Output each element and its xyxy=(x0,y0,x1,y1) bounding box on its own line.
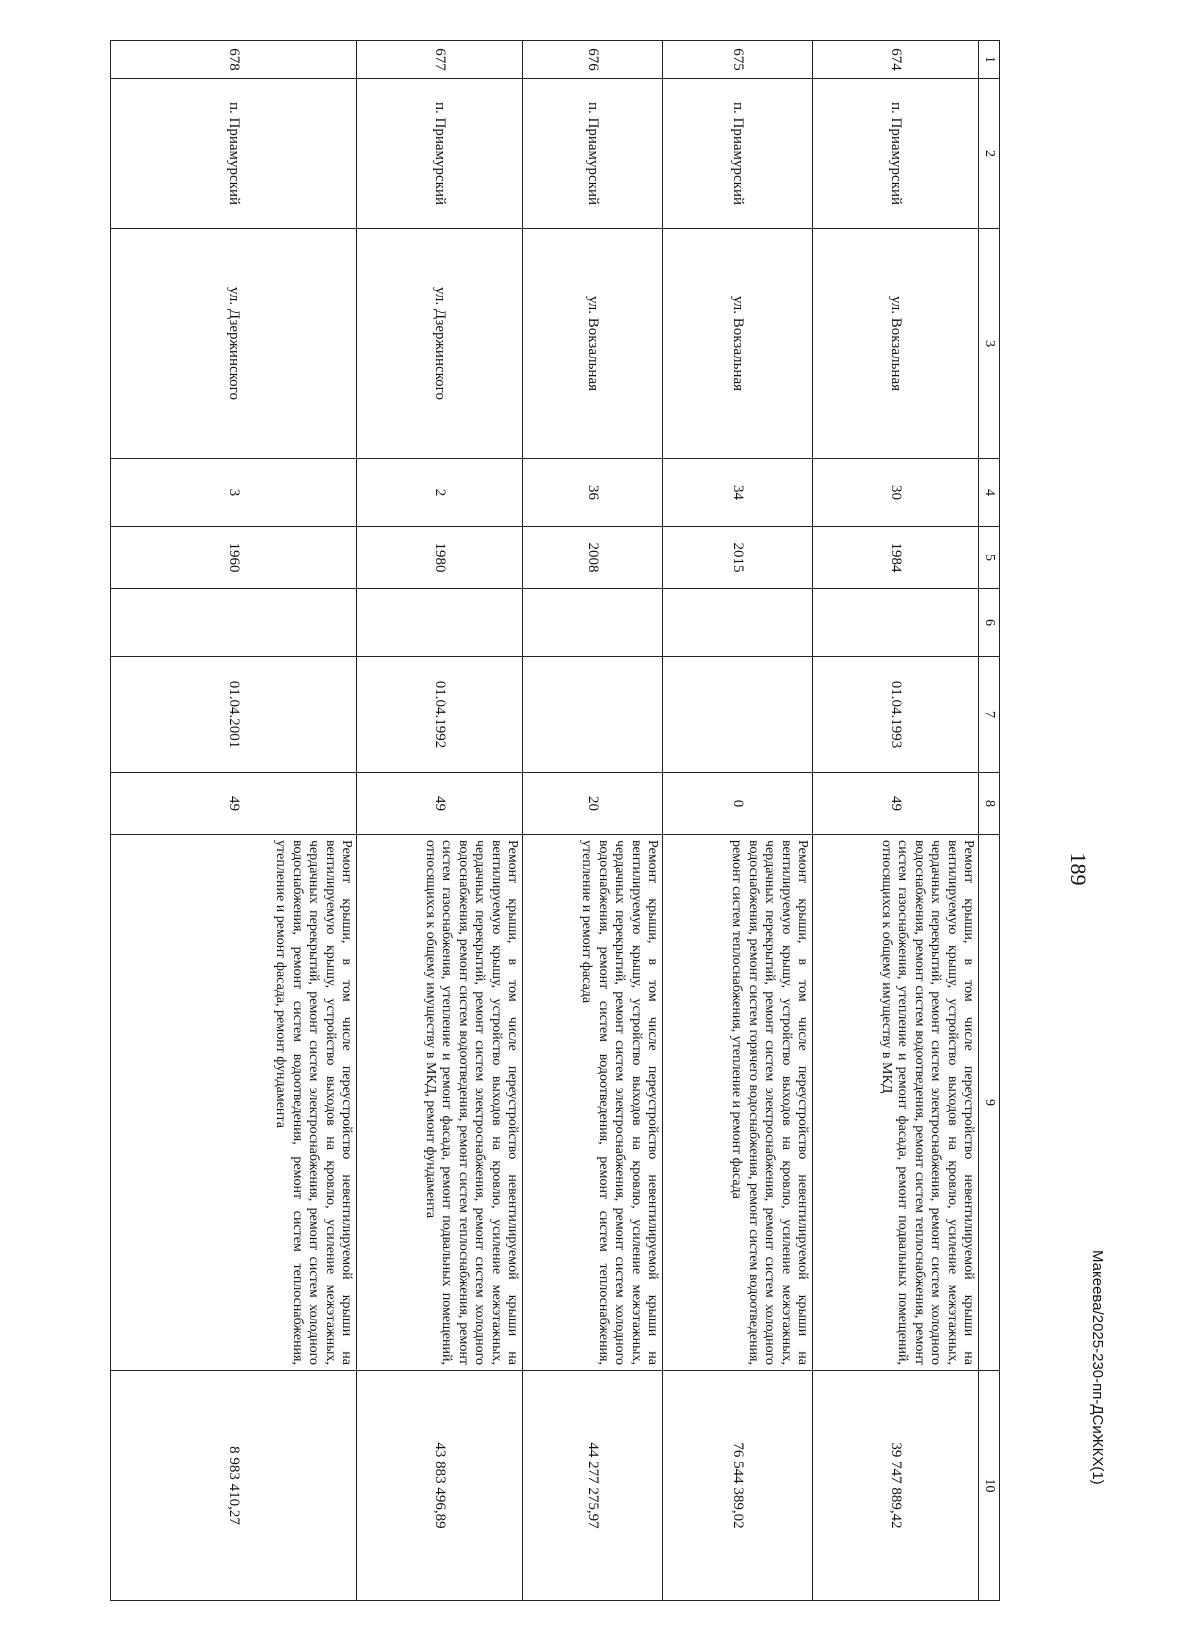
document-sheet xyxy=(110,40,1000,1600)
street-cell: ул. Дзержинского xyxy=(357,229,523,459)
header-cell: 9 xyxy=(979,835,1000,1371)
house-cell: 2 xyxy=(357,459,523,527)
header-cell: 5 xyxy=(979,527,1000,589)
year-cell: 1984 xyxy=(813,527,979,589)
header-cell: 8 xyxy=(979,773,1000,835)
row-number: 678 xyxy=(111,41,357,79)
header-cell: 10 xyxy=(979,1371,1000,1601)
capital-repair-table xyxy=(110,40,1000,1601)
settlement-cell: п. Приамурский xyxy=(523,79,663,229)
house-cell: 36 xyxy=(523,459,663,527)
header-cell: 7 xyxy=(979,657,1000,773)
street-cell: ул. Дзержинского xyxy=(111,229,357,459)
year-cell: 1960 xyxy=(111,527,357,589)
header-cell: 2 xyxy=(979,79,1000,229)
col6-cell xyxy=(357,589,523,657)
street-cell: ул. Вокзальная xyxy=(663,229,813,459)
cost-cell: 8 983 410,27 xyxy=(111,1371,357,1601)
col6-cell xyxy=(523,589,663,657)
header-cell: 3 xyxy=(979,229,1000,459)
table-row xyxy=(111,41,357,1601)
col6-cell xyxy=(813,589,979,657)
document-footer: Макеева/2025-230-пп-ДСиЖКХ(1) xyxy=(1089,1250,1106,1485)
works-cell: Ремонт крыши, в том числе переустройство невентилируемой крыши на вентилируемую крышу, устройство выходов на кровлю, усиление межэтажных, чердачных перекрытий, ремонт систем электроснабжения, ремонт систем холодного водоснабжения, ремонт систем водоотведения, ремонт систем теплоснабжения, ремонт систем газоснабжения, утепление и ремонт фасада, ремонт подвальных помещений, относящихся к общему имуществу в МКД xyxy=(813,835,979,1371)
year-cell: 2008 xyxy=(523,527,663,589)
page-number: 189 xyxy=(1066,852,1091,886)
date-cell: 01.04.2001 xyxy=(111,657,357,773)
header-cell: 6 xyxy=(979,589,1000,657)
row-number: 676 xyxy=(523,41,663,79)
year-cell: 1980 xyxy=(357,527,523,589)
header-cell: 1 xyxy=(979,41,1000,79)
settlement-cell: п. Приамурский xyxy=(813,79,979,229)
works-cell: Ремонт крыши, в том числе переустройство невентилируемой крыши на вентилируемую крышу, устройство выходов на кровлю, усиление межэтажных, чердачных перекрытий, ремонт систем электроснабжения, ремонт систем холодного водоснабжения, ремонт систем горячего водоснабжения, ремонт систем водоотведения, ремонт систем теплоснабжения, утепление и ремонт фасада xyxy=(663,835,813,1371)
row-number: 674 xyxy=(813,41,979,79)
house-cell: 30 xyxy=(813,459,979,527)
settlement-cell: п. Приамурский xyxy=(663,79,813,229)
date-cell: 01.04.1992 xyxy=(357,657,523,773)
street-cell: ул. Вокзальная xyxy=(813,229,979,459)
cost-cell: 43 883 496,89 xyxy=(357,1371,523,1601)
col6-cell xyxy=(111,589,357,657)
house-cell: 34 xyxy=(663,459,813,527)
settlement-cell: п. Приамурский xyxy=(357,79,523,229)
table-row xyxy=(813,41,979,1601)
cost-cell: 76 544 389,02 xyxy=(663,1371,813,1601)
col8-cell: 49 xyxy=(813,773,979,835)
header-cell: 4 xyxy=(979,459,1000,527)
works-cell: Ремонт крыши, в том числе переустройство невентилируемой крыши на вентилируемую крышу, устройство выходов на кровлю, усиление межэтажных, чердачных перекрытий, ремонт систем электроснабжения, ремонт систем холодного водоснабжения, ремонт систем водоотведения, ремонт систем теплоснабжения, ремонт систем газоснабжения, утепление и ремонт фасада, ремонт подвальных помещений, относящихся к общему имуществу в МКД, ремонт фундамента xyxy=(357,835,523,1371)
settlement-cell: п. Приамурский xyxy=(111,79,357,229)
works-cell: Ремонт крыши, в том числе переустройство невентилируемой крыши на вентилируемую крышу, устройство выходов на кровлю, усиление межэтажных, чердачных перекрытий, ремонт систем электроснабжения, ремонт систем холодного водоснабжения, ремонт систем водоотведения, ремонт систем теплоснабжения, утепление и ремонт фасада xyxy=(523,835,663,1371)
date-cell: 01.04.1993 xyxy=(813,657,979,773)
works-cell: Ремонт крыши, в том числе переустройство невентилируемой крыши на вентилируемую крышу, устройство выходов на кровлю, усиление межэтажных, чердачных перекрытий, ремонт систем электроснабжения, ремонт систем холодного водоснабжения, ремонт систем водоотведения, ремонт систем теплоснабжения, утепление и ремонт фасада, ремонт фундамента xyxy=(111,835,357,1371)
col8-cell: 49 xyxy=(357,773,523,835)
house-cell: 3 xyxy=(111,459,357,527)
col8-cell: 0 xyxy=(663,773,813,835)
table-row xyxy=(663,41,813,1601)
col6-cell xyxy=(663,589,813,657)
table-row xyxy=(357,41,523,1601)
col8-cell: 49 xyxy=(111,773,357,835)
col8-cell: 20 xyxy=(523,773,663,835)
date-cell xyxy=(523,657,663,773)
street-cell: ул. Вокзальная xyxy=(523,229,663,459)
date-cell xyxy=(663,657,813,773)
header-row xyxy=(979,41,1000,1601)
cost-cell: 44 277 275,97 xyxy=(523,1371,663,1601)
cost-cell: 39 747 889,42 xyxy=(813,1371,979,1601)
year-cell: 2015 xyxy=(663,527,813,589)
row-number: 675 xyxy=(663,41,813,79)
table-row xyxy=(523,41,663,1601)
row-number: 677 xyxy=(357,41,523,79)
